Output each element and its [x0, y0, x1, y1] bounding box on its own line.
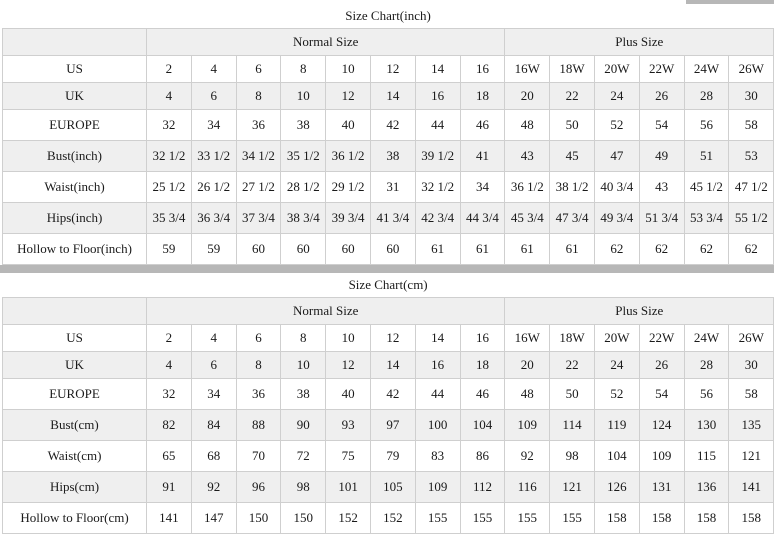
cell: 44 — [415, 379, 460, 410]
cell: 90 — [281, 410, 326, 441]
cell: 104 — [594, 441, 639, 472]
row-label: Bust(cm) — [3, 410, 147, 441]
cell: 98 — [550, 441, 595, 472]
cell: 10 — [326, 56, 371, 83]
page-title: Size Chart(inch) — [3, 4, 774, 29]
cell: 24 — [594, 83, 639, 110]
cell: 150 — [236, 503, 281, 534]
cell: 50 — [550, 379, 595, 410]
cell: 20W — [594, 56, 639, 83]
cell: 45 — [550, 141, 595, 172]
cell: 115 — [684, 441, 729, 472]
cell: 16 — [415, 83, 460, 110]
cell: 31 — [370, 172, 415, 203]
cell: 14 — [415, 56, 460, 83]
group-header-plus: Plus Size — [505, 29, 774, 56]
row-label: US — [3, 56, 147, 83]
cell: 38 1/2 — [550, 172, 595, 203]
row-label: Bust(inch) — [3, 141, 147, 172]
cell: 116 — [505, 472, 550, 503]
cell: 28 — [684, 83, 729, 110]
cell: 44 — [415, 110, 460, 141]
cell: 114 — [550, 410, 595, 441]
row-label: UK — [3, 352, 147, 379]
cell: 62 — [729, 234, 774, 265]
cell: 8 — [236, 352, 281, 379]
row-label: EUROPE — [3, 110, 147, 141]
cell: 4 — [191, 56, 236, 83]
cell: 98 — [281, 472, 326, 503]
cell: 38 — [281, 379, 326, 410]
group-header-normal: Normal Size — [147, 29, 505, 56]
size-chart-inch-table — [2, 4, 774, 265]
cell: 49 3/4 — [594, 203, 639, 234]
cell: 26 — [639, 83, 684, 110]
cell: 29 1/2 — [326, 172, 371, 203]
cell: 41 — [460, 141, 505, 172]
cell: 34 1/2 — [236, 141, 281, 172]
size-chart-inch-block — [0, 0, 768, 265]
cell: 135 — [729, 410, 774, 441]
cell: 147 — [191, 503, 236, 534]
cell: 38 3/4 — [281, 203, 326, 234]
cell: 62 — [684, 234, 729, 265]
cell: 45 1/2 — [684, 172, 729, 203]
cell: 92 — [505, 441, 550, 472]
cell: 8 — [281, 325, 326, 352]
cell: 18W — [550, 56, 595, 83]
cell: 32 1/2 — [147, 141, 192, 172]
table-row — [3, 472, 774, 503]
cell: 70 — [236, 441, 281, 472]
cell: 8 — [281, 56, 326, 83]
cell: 54 — [639, 379, 684, 410]
cell: 61 — [505, 234, 550, 265]
cell: 59 — [147, 234, 192, 265]
cell: 91 — [147, 472, 192, 503]
cell: 60 — [326, 234, 371, 265]
cell: 18 — [460, 83, 505, 110]
table-row — [3, 410, 774, 441]
cell: 40 3/4 — [594, 172, 639, 203]
table-row — [3, 325, 774, 352]
cell: 83 — [415, 441, 460, 472]
cell: 47 — [594, 141, 639, 172]
table-row — [3, 234, 774, 265]
cell: 97 — [370, 410, 415, 441]
cell: 155 — [505, 503, 550, 534]
cell: 36 — [236, 379, 281, 410]
cell: 36 1/2 — [505, 172, 550, 203]
cell: 155 — [415, 503, 460, 534]
cell: 47 3/4 — [550, 203, 595, 234]
cell: 130 — [684, 410, 729, 441]
cell: 22W — [639, 325, 684, 352]
cell: 121 — [729, 441, 774, 472]
cell: 100 — [415, 410, 460, 441]
cell: 60 — [236, 234, 281, 265]
cell: 30 — [729, 352, 774, 379]
cell: 14 — [415, 325, 460, 352]
cell: 10 — [326, 325, 371, 352]
cell: 16 — [460, 325, 505, 352]
cell: 109 — [505, 410, 550, 441]
cell: 39 3/4 — [326, 203, 371, 234]
cell: 112 — [460, 472, 505, 503]
row-label: Hollow to Floor(inch) — [3, 234, 147, 265]
cell: 4 — [191, 325, 236, 352]
cell: 93 — [326, 410, 371, 441]
table-row — [3, 83, 774, 110]
chart-title-row — [3, 4, 774, 29]
row-label: UK — [3, 83, 147, 110]
cell: 30 — [729, 83, 774, 110]
cell: 10 — [281, 352, 326, 379]
cell: 18 — [460, 352, 505, 379]
cell: 22W — [639, 56, 684, 83]
cell: 4 — [147, 352, 192, 379]
cell: 40 — [326, 110, 371, 141]
cell: 49 — [639, 141, 684, 172]
cell: 2 — [147, 325, 192, 352]
cell: 8 — [236, 83, 281, 110]
cell: 12 — [370, 325, 415, 352]
corner-cell — [3, 29, 147, 56]
cell: 109 — [415, 472, 460, 503]
table-row — [3, 503, 774, 534]
cell: 68 — [191, 441, 236, 472]
row-label: Waist(cm) — [3, 441, 147, 472]
cell: 59 — [191, 234, 236, 265]
cell: 39 1/2 — [415, 141, 460, 172]
cell: 40 — [326, 379, 371, 410]
cell: 38 — [370, 141, 415, 172]
cell: 26 — [639, 352, 684, 379]
cell: 33 1/2 — [191, 141, 236, 172]
cell: 32 — [147, 379, 192, 410]
cell: 27 1/2 — [236, 172, 281, 203]
cell: 38 — [281, 110, 326, 141]
cell: 58 — [729, 110, 774, 141]
cell: 62 — [594, 234, 639, 265]
cell: 16 — [415, 352, 460, 379]
cell: 109 — [639, 441, 684, 472]
cell: 84 — [191, 410, 236, 441]
cell: 61 — [550, 234, 595, 265]
cell: 35 3/4 — [147, 203, 192, 234]
cell: 55 1/2 — [729, 203, 774, 234]
cell: 50 — [550, 110, 595, 141]
cell: 25 1/2 — [147, 172, 192, 203]
cell: 60 — [281, 234, 326, 265]
cell: 155 — [550, 503, 595, 534]
cell: 12 — [370, 56, 415, 83]
cell: 34 — [191, 379, 236, 410]
cell: 6 — [236, 56, 281, 83]
cell: 43 — [505, 141, 550, 172]
cell: 10 — [281, 83, 326, 110]
cell: 12 — [326, 83, 371, 110]
cell: 60 — [370, 234, 415, 265]
cell: 16W — [505, 325, 550, 352]
table-row — [3, 141, 774, 172]
row-label: Hips(inch) — [3, 203, 147, 234]
cell: 101 — [326, 472, 371, 503]
cell: 35 1/2 — [281, 141, 326, 172]
cell: 62 — [639, 234, 684, 265]
cell: 26W — [729, 56, 774, 83]
cell: 12 — [326, 352, 371, 379]
cell: 41 3/4 — [370, 203, 415, 234]
corner-cell — [3, 298, 147, 325]
size-chart-cm-block — [0, 273, 764, 534]
cell: 6 — [191, 352, 236, 379]
cell: 20 — [505, 352, 550, 379]
cell: 56 — [684, 379, 729, 410]
cell: 79 — [370, 441, 415, 472]
cell: 82 — [147, 410, 192, 441]
row-label: Waist(inch) — [3, 172, 147, 203]
cell: 22 — [550, 83, 595, 110]
cell: 72 — [281, 441, 326, 472]
table-row — [3, 56, 774, 83]
cell: 32 1/2 — [415, 172, 460, 203]
cell: 58 — [729, 379, 774, 410]
cell: 155 — [460, 503, 505, 534]
cell: 51 3/4 — [639, 203, 684, 234]
cell: 34 — [460, 172, 505, 203]
row-label: EUROPE — [3, 379, 147, 410]
cell: 28 — [684, 352, 729, 379]
cell: 6 — [236, 325, 281, 352]
cell: 6 — [191, 83, 236, 110]
cell: 20W — [594, 325, 639, 352]
cell: 2 — [147, 56, 192, 83]
cell: 92 — [191, 472, 236, 503]
cell: 24W — [684, 325, 729, 352]
table-row — [3, 441, 774, 472]
cell: 141 — [729, 472, 774, 503]
cell: 96 — [236, 472, 281, 503]
cell: 105 — [370, 472, 415, 503]
cell: 152 — [326, 503, 371, 534]
cell: 14 — [370, 83, 415, 110]
cell: 45 3/4 — [505, 203, 550, 234]
cell: 18W — [550, 325, 595, 352]
cell: 36 1/2 — [326, 141, 371, 172]
table-row — [3, 352, 774, 379]
group-header-plus: Plus Size — [505, 298, 774, 325]
cell: 158 — [729, 503, 774, 534]
cell: 16 — [460, 56, 505, 83]
cell: 158 — [684, 503, 729, 534]
cell: 88 — [236, 410, 281, 441]
cell: 28 1/2 — [281, 172, 326, 203]
cell: 51 — [684, 141, 729, 172]
cell: 56 — [684, 110, 729, 141]
cell: 65 — [147, 441, 192, 472]
cell: 152 — [370, 503, 415, 534]
cell: 42 — [370, 110, 415, 141]
cell: 48 — [505, 379, 550, 410]
group-header-row — [3, 29, 774, 56]
cell: 48 — [505, 110, 550, 141]
row-label: US — [3, 325, 147, 352]
row-label: Hollow to Floor(cm) — [3, 503, 147, 534]
cell: 26 1/2 — [191, 172, 236, 203]
page-title: Size Chart(cm) — [3, 273, 774, 298]
cell: 47 1/2 — [729, 172, 774, 203]
cell: 16W — [505, 56, 550, 83]
cell: 61 — [415, 234, 460, 265]
cell: 46 — [460, 110, 505, 141]
cell: 46 — [460, 379, 505, 410]
cell: 136 — [684, 472, 729, 503]
cell: 53 3/4 — [684, 203, 729, 234]
cell: 52 — [594, 379, 639, 410]
cell: 36 3/4 — [191, 203, 236, 234]
cell: 37 3/4 — [236, 203, 281, 234]
chart-title-row — [3, 273, 774, 298]
cell: 150 — [281, 503, 326, 534]
cell: 124 — [639, 410, 684, 441]
cell: 4 — [147, 83, 192, 110]
cell: 61 — [460, 234, 505, 265]
cell: 22 — [550, 352, 595, 379]
section-divider — [0, 265, 686, 273]
row-label: Hips(cm) — [3, 472, 147, 503]
cell: 36 — [236, 110, 281, 141]
cell: 24 — [594, 352, 639, 379]
cell: 14 — [370, 352, 415, 379]
cell: 119 — [594, 410, 639, 441]
cell: 43 — [639, 172, 684, 203]
cell: 158 — [594, 503, 639, 534]
cell: 32 — [147, 110, 192, 141]
cell: 75 — [326, 441, 371, 472]
cell: 104 — [460, 410, 505, 441]
cell: 121 — [550, 472, 595, 503]
cell: 158 — [639, 503, 684, 534]
cell: 52 — [594, 110, 639, 141]
cell: 131 — [639, 472, 684, 503]
cell: 54 — [639, 110, 684, 141]
cell: 44 3/4 — [460, 203, 505, 234]
table-row — [3, 172, 774, 203]
group-header-normal: Normal Size — [147, 298, 505, 325]
table-row — [3, 203, 774, 234]
cell: 126 — [594, 472, 639, 503]
cell: 26W — [729, 325, 774, 352]
cell: 42 — [370, 379, 415, 410]
table-row — [3, 379, 774, 410]
table-row — [3, 110, 774, 141]
cell: 141 — [147, 503, 192, 534]
cell: 24W — [684, 56, 729, 83]
cell: 20 — [505, 83, 550, 110]
cell: 53 — [729, 141, 774, 172]
size-chart-cm-table — [2, 273, 774, 534]
cell: 34 — [191, 110, 236, 141]
group-header-row — [3, 298, 774, 325]
cell: 86 — [460, 441, 505, 472]
cell: 42 3/4 — [415, 203, 460, 234]
